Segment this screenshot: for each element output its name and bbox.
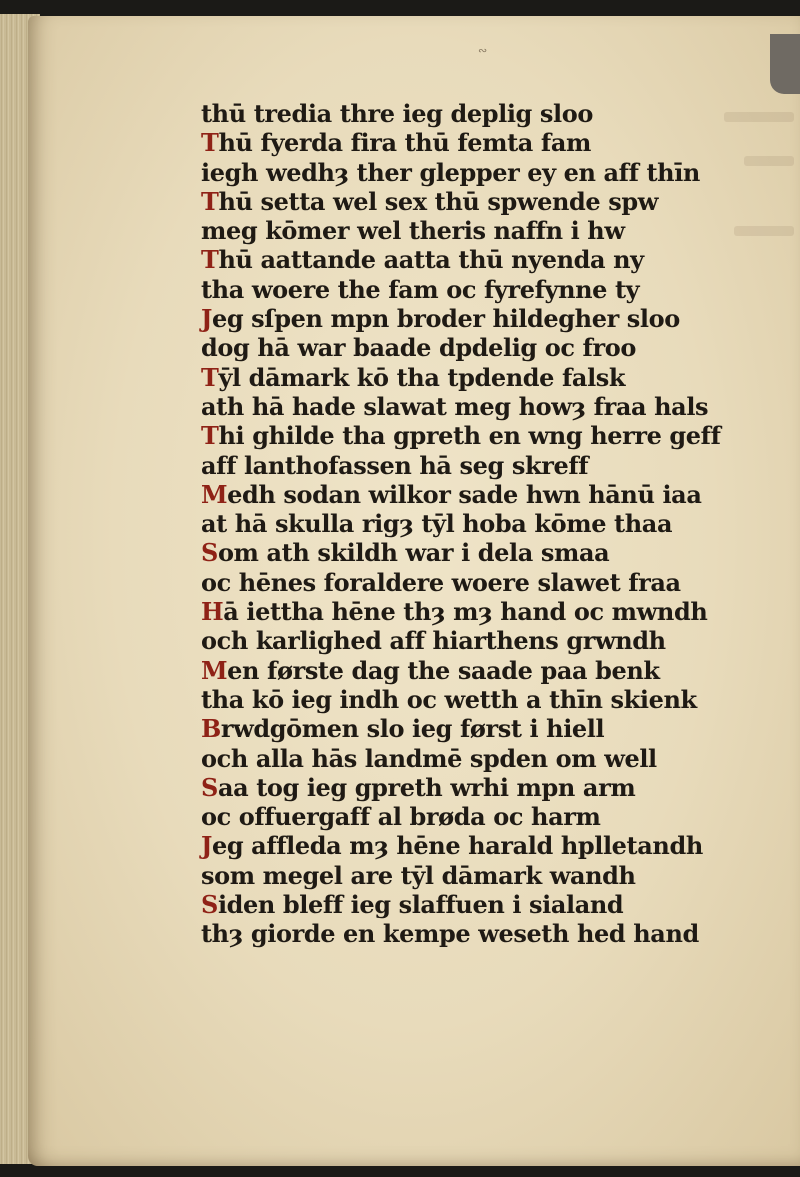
verse-line — [201, 216, 721, 245]
verse-line-text: eg sſpen mpn broder hildegher sloo — [211, 304, 680, 334]
verse-line — [201, 597, 721, 626]
rubricated-initial: J — [201, 831, 212, 861]
verse-line — [201, 890, 721, 919]
verse-line-text: aff lanthofassen hā seg skreff — [201, 450, 589, 480]
verse-line — [201, 744, 721, 773]
verse-line — [201, 392, 721, 421]
verse-line — [201, 421, 721, 450]
verse-line — [201, 128, 721, 157]
verse-line-text: ā iettha hēne thȝ mȝ hand oc mwndh — [223, 597, 708, 627]
verse-line-text: ȳl dāmark kō tha tpdende falsk — [218, 362, 626, 392]
corner-stain — [770, 34, 800, 94]
verse-line-text: tha kō ieg indh oc wetth a thīn skienk — [201, 684, 697, 714]
verse-line — [201, 187, 721, 216]
verse-line-text: som megel are tȳl dāmark wandh — [201, 860, 636, 890]
verse-line-text: aa tog ieg gpreth wrhi mpn arm — [217, 772, 636, 802]
verse-line — [201, 714, 721, 743]
rubricated-initial: S — [201, 890, 218, 920]
rubricated-initial: B — [201, 714, 221, 744]
verse-line-text: oc hēnes foraldere woere slawet fraa — [201, 567, 681, 597]
verse-line — [201, 245, 721, 274]
verse-line — [201, 451, 721, 480]
verse-line — [201, 656, 721, 685]
rubricated-initial: S — [201, 538, 218, 568]
rubricated-initial: J — [201, 304, 212, 334]
verse-line-text: dog hā war baade dpdelig oc froo — [201, 333, 636, 363]
verse-line-text: hū fyerda fira thū femta fam — [218, 128, 591, 158]
verse-line — [201, 831, 721, 860]
verse-line-text: at hā skulla rigȝ tȳl hoba kōme thaa — [201, 509, 673, 539]
rubricated-initial: T — [201, 362, 219, 392]
verse-line-text: tha woere the fam oc fyrefynne ty — [201, 274, 640, 304]
verse-line — [201, 919, 721, 948]
verse-line — [201, 802, 721, 831]
verse-line — [201, 685, 721, 714]
show-through-mark — [734, 226, 794, 236]
rubricated-initial: M — [201, 655, 228, 685]
verse-line-text: thū tredia thre ieg deplig sloo — [201, 99, 593, 128]
show-through-mark — [744, 156, 794, 166]
verse-line-text: hū setta wel sex thū spwende spw — [218, 186, 659, 216]
verse-line — [201, 480, 721, 509]
verse-line-text: en første dag the saade paa benk — [227, 655, 660, 685]
verse-line — [201, 304, 721, 333]
rubricated-initial: T — [201, 128, 219, 158]
verse-line — [201, 861, 721, 890]
rubricated-initial: T — [201, 186, 219, 216]
verse-line — [201, 333, 721, 362]
rubricated-initial: T — [201, 421, 219, 451]
verse-line-text: thȝ giorde en kempe weseth hed hand — [201, 919, 699, 949]
verse-line — [201, 99, 721, 128]
verse-line — [201, 158, 721, 187]
verse-line — [201, 275, 721, 304]
rubricated-initial: M — [201, 479, 228, 509]
verse-line-text: hū aattande aatta thū nyenda ny — [218, 245, 644, 275]
verse-line — [201, 538, 721, 567]
verse-line-text: oc offuergaff al brøda oc harm — [201, 802, 601, 832]
verse-line-text: iden bleff ieg slaffuen i sialand — [217, 890, 624, 920]
verse-line-text: eg affleda mȝ hēne harald hplletandh — [211, 831, 703, 861]
rubricated-initial: T — [201, 245, 219, 275]
verse-line-text: ath hā hade slawat meg howȝ fraa hals — [201, 391, 709, 421]
verse-line — [201, 363, 721, 392]
verse-line-text: rwdgōmen slo ieg først i hiell — [220, 714, 605, 744]
verse-line — [201, 568, 721, 597]
verse-text-block — [201, 99, 721, 949]
verse-line — [201, 626, 721, 655]
signature-mark: ∾ — [478, 44, 488, 57]
rubricated-initial: S — [201, 772, 218, 802]
verse-line-text: och karlighed aff hiarthens grwndh — [201, 626, 666, 656]
verse-line-text: och alla hās landmē spden om well — [201, 743, 657, 773]
verse-line-text: meg kōmer wel theris naffn i hw — [201, 216, 625, 246]
verse-line-text: hi ghilde tha gpreth en wng herre geff — [218, 421, 721, 451]
show-through-mark — [724, 112, 794, 122]
verse-line-text: iegh wedhȝ ther glepper ey en aff thīn — [201, 157, 700, 187]
verse-line-text: om ath skildh war i dela smaa — [217, 538, 610, 568]
verse-line — [201, 773, 721, 802]
verse-line-text: edh sodan wilkor sade hwn hānū iaa — [227, 479, 702, 509]
rubricated-initial: H — [201, 597, 224, 627]
verse-line — [201, 509, 721, 538]
